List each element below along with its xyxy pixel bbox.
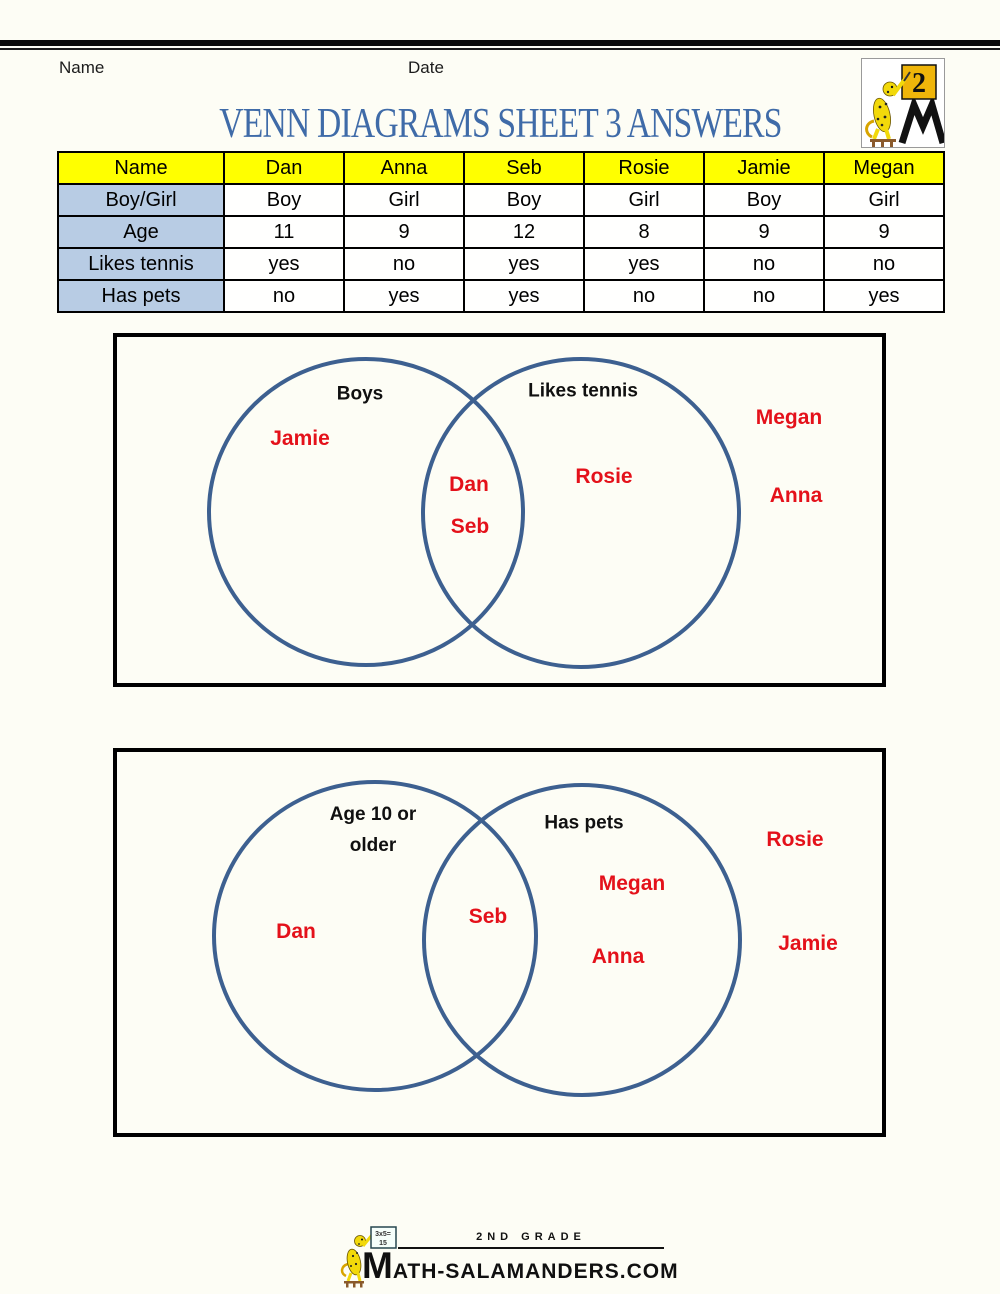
data-table [57,151,945,313]
table-cell: yes [224,248,344,280]
table-cell: 8 [584,216,704,248]
site-name-initial: M [362,1245,393,1286]
header-cell: Megan [824,152,944,184]
venn2-name-left-only: Dan [276,920,316,943]
header-cell: Rosie [584,152,704,184]
table-cell: Boy [464,184,584,216]
grade-number: 2 [912,68,926,99]
svg-text:15: 15 [379,1240,387,1247]
table-cell: no [824,248,944,280]
name-label: Name [59,58,105,77]
table-cell: Girl [584,184,704,216]
venn2-name-outside: Rosie [766,828,824,851]
table-row [58,184,944,216]
site-name [362,1245,679,1287]
header-cell: Name [58,152,224,184]
row-label-cell: Has pets [58,280,224,312]
table-cell: 11 [224,216,344,248]
venn1-name-outside: Megan [755,406,823,429]
row-label-cell: Likes tennis [58,248,224,280]
table-cell: 9 [344,216,464,248]
table-cell: Boy [704,184,824,216]
venn2-name-intersection: Seb [468,905,508,928]
table-cell: 9 [824,216,944,248]
venn1-right-set-label: Likes tennis [528,380,638,402]
table-row [58,280,944,312]
table-cell: Girl [824,184,944,216]
table-cell: no [224,280,344,312]
table-cell: no [344,248,464,280]
table-cell: Boy [224,184,344,216]
venn1-left-set-label: Boys [336,383,384,405]
top-rule-thin [0,48,1000,50]
venn2-name-outside: Jamie [778,932,838,955]
site-name-rest: ATH-SALAMANDERS.COM [392,1260,679,1283]
table-cell: no [704,280,824,312]
venn1-name-intersection: Seb [450,515,490,538]
venn1-name-right-only: Rosie [575,465,633,488]
table-cell: yes [824,280,944,312]
table-cell: no [704,248,824,280]
top-rule-thick [0,40,1000,46]
table-cell: 12 [464,216,584,248]
table-cell: yes [344,280,464,312]
table-header-row [58,152,944,184]
date-label: Date [408,58,444,77]
footer-logo [340,1224,679,1294]
table-cell: yes [464,248,584,280]
header-cell: Dan [224,152,344,184]
venn2-left-set-label: Age 10 or older [329,804,417,856]
table-cell: yes [464,280,584,312]
table-cell: Girl [344,184,464,216]
venn2-circles [117,752,882,1133]
svg-text:3x5=: 3x5= [375,1231,391,1238]
page-title: VENN DIAGRAMS SHEET 3 ANSWERS [218,101,782,147]
venn1-name-intersection: Dan [449,473,489,496]
header-cell: Jamie [704,152,824,184]
venn1-name-outside: Anna [769,484,823,507]
table-row [58,248,944,280]
venn1-name-left-only: Jamie [270,427,330,450]
table-cell: no [584,280,704,312]
venn2-name-right-only: Anna [591,945,645,968]
header-cell: Anna [344,152,464,184]
header-cell: Seb [464,152,584,184]
venn1-circles [117,337,882,683]
venn-diagram-2 [113,748,886,1137]
table-cell: 9 [704,216,824,248]
venn-diagram-1 [113,333,886,687]
table-row [58,216,944,248]
grade-banner-text: 2ND GRADE [398,1231,664,1249]
venn2-name-right-only: Megan [598,872,666,895]
venn2-right-set-label: Has pets [544,812,624,834]
table-cell: yes [584,248,704,280]
row-label-cell: Boy/Girl [58,184,224,216]
row-label-cell: Age [58,216,224,248]
